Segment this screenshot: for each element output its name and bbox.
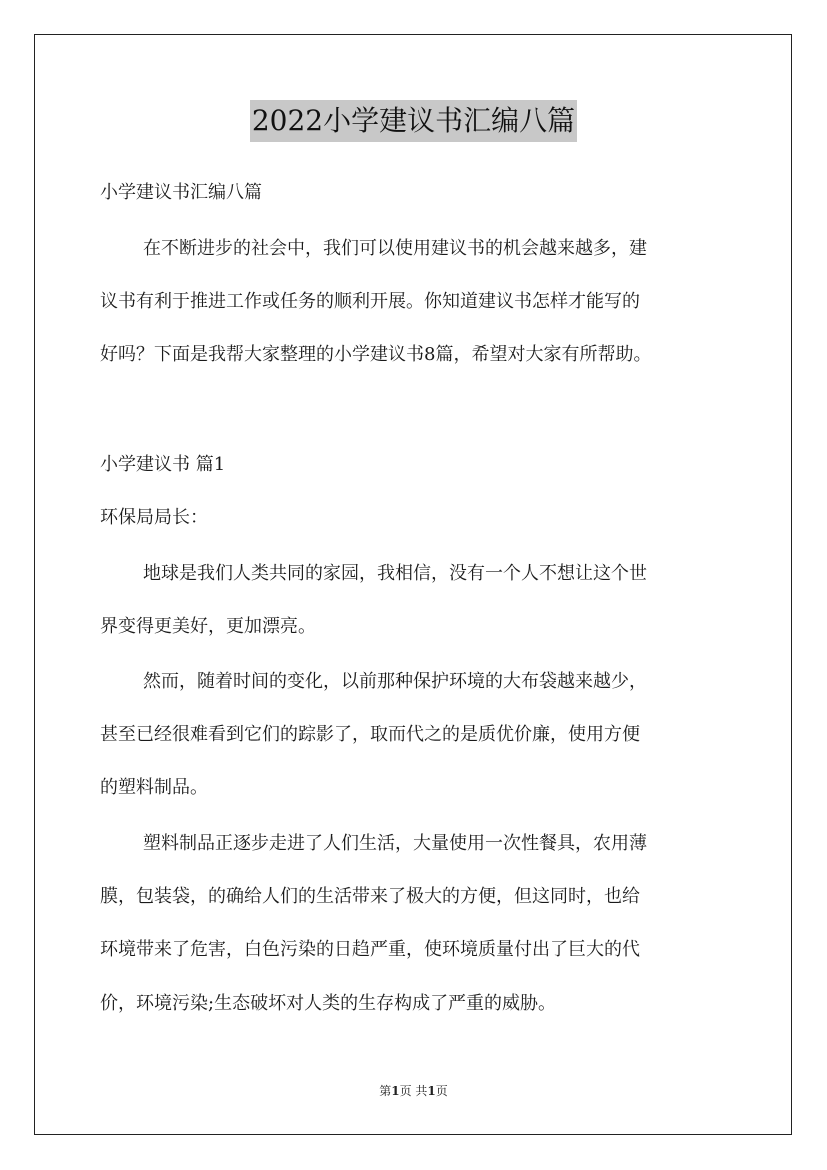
section-heading: 小学建议书 篇1 bbox=[100, 454, 226, 475]
footer-total-pages: 1 bbox=[427, 1084, 436, 1098]
salutation: 环保局局长： bbox=[100, 507, 208, 528]
paragraph-line: 环境带来了危害，白色污染的日趋严重，使环境质量付出了巨大的代 bbox=[100, 939, 640, 960]
paragraph-line: 甚至已经很难看到它们的踪影了，取而代之的是质优价廉，使用方便 bbox=[100, 724, 640, 745]
paragraph-line: 的塑料制品。 bbox=[100, 777, 208, 798]
paragraph-line: 议书有利于推进工作或任务的顺利开展。你知道建议书怎样才能写的 bbox=[100, 291, 640, 312]
subtitle-line: 小学建议书汇编八篇 bbox=[100, 182, 262, 203]
footer-page-prefix: 第 bbox=[379, 1084, 392, 1098]
page-footer bbox=[0, 1083, 827, 1099]
paragraph-line: 界变得更美好，更加漂亮。 bbox=[100, 616, 316, 637]
paragraph-line: 好吗？下面是我帮大家整理的小学建议书8篇，希望对大家有所帮助。 bbox=[100, 344, 652, 365]
document-title: 2022小学建议书汇编八篇 bbox=[250, 100, 577, 142]
paragraph-line: 价，环境污染;生态破坏对人类的生存构成了严重的威胁。 bbox=[100, 993, 557, 1014]
footer-page-mid: 页 共 bbox=[399, 1084, 428, 1098]
paragraph-line: 地球是我们人类共同的家园，我相信，没有一个人不想让这个世 bbox=[143, 563, 647, 584]
paragraph-line: 然而，随着时间的变化，以前那种保护环境的大布袋越来越少， bbox=[143, 671, 647, 692]
title-container bbox=[0, 100, 827, 142]
paragraph-line: 塑料制品正逐步走进了人们生活，大量使用一次性餐具，农用薄 bbox=[143, 833, 647, 854]
footer-page-suffix: 页 bbox=[435, 1084, 448, 1098]
paragraph-line: 在不断进步的社会中，我们可以使用建议书的机会越来越多，建 bbox=[143, 238, 647, 259]
paragraph-line: 膜，包装袋，的确给人们的生活带来了极大的方便，但这同时，也给 bbox=[100, 886, 640, 907]
footer-current-page: 1 bbox=[391, 1084, 400, 1098]
